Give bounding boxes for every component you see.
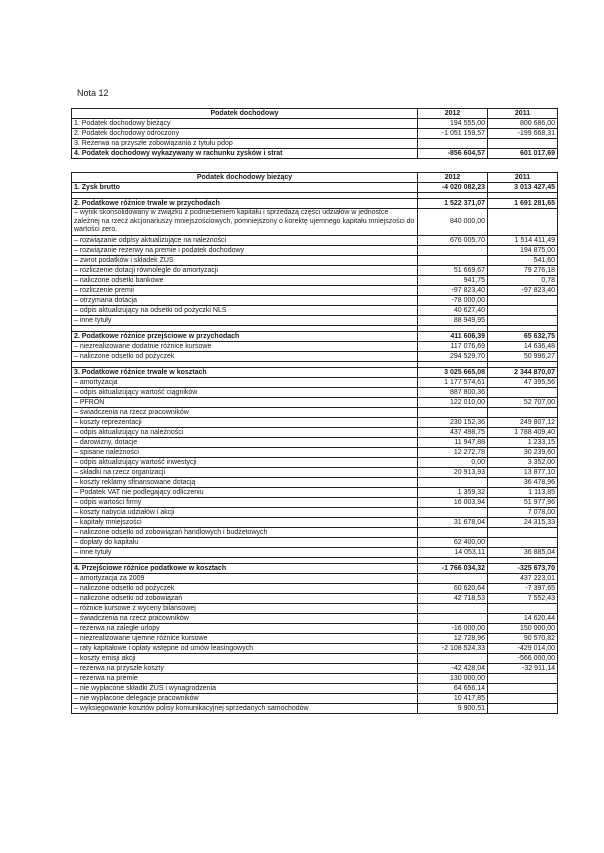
row-label: – odpis aktualizujący na odsetki od pożyczki NLS (72, 305, 418, 315)
value-2012 (418, 613, 488, 623)
value-2012 (418, 407, 488, 417)
value-2012: 42 718,53 (418, 593, 488, 603)
table-row (72, 583, 558, 593)
value-2012: -16 000,00 (418, 623, 488, 633)
value-2012 (418, 573, 488, 583)
table-row (72, 331, 558, 341)
table-row (72, 275, 558, 285)
value-2011 (488, 139, 558, 149)
value-2011: 24 315,33 (488, 517, 558, 527)
value-2012: 12 272,78 (418, 447, 488, 457)
value-2011: 30 239,60 (488, 447, 558, 457)
value-2011: 36 885,04 (488, 547, 558, 557)
row-label: – rozliczenie dotacji równolegle do amortyzacji (72, 265, 418, 275)
value-2011 (488, 527, 558, 537)
value-2012 (418, 653, 488, 663)
value-2011: 3 352,00 (488, 457, 558, 467)
value-2011: 36 478,96 (488, 477, 558, 487)
value-2012 (418, 255, 488, 265)
row-label: – wyksięgowanie kosztów polisy komunikacyjnej sprzedanych samochodów (72, 703, 418, 713)
table-row (72, 129, 558, 139)
row-label: – naliczone odsetki od pożyczek (72, 351, 418, 361)
value-2012: 194 555,00 (418, 119, 488, 129)
row-label: – nie wypłacone składki ZUS i wynagrodzenia (72, 683, 418, 693)
value-2012: 122 010,00 (418, 397, 488, 407)
value-2012: 31 678,04 (418, 517, 488, 527)
table-row (72, 563, 558, 573)
value-2012: 3 025 665,08 (418, 367, 488, 377)
value-2012: 941,75 (418, 275, 488, 285)
table-row (72, 367, 558, 377)
value-2011 (488, 209, 558, 236)
value-2012: 294 529,70 (418, 351, 488, 361)
value-2012: 11 947,88 (418, 437, 488, 447)
value-2011: 1 113,85 (488, 487, 558, 497)
value-2011: 14 636,48 (488, 341, 558, 351)
row-label: – spisane należności (72, 447, 418, 457)
value-2011: 51 977,96 (488, 497, 558, 507)
value-2011: 1 788 409,40 (488, 427, 558, 437)
table-row (72, 315, 558, 325)
value-2012: -97 823,40 (418, 285, 488, 295)
table-row (72, 633, 558, 643)
table-row (72, 377, 558, 387)
value-2011: 0,78 (488, 275, 558, 285)
value-2012: 51 669,67 (418, 265, 488, 275)
row-label: 4. Przejściowe różnice podatkowe w kosztach (72, 563, 418, 573)
value-2012: 14 053,11 (418, 547, 488, 557)
table-row (72, 653, 558, 663)
table-row (72, 497, 558, 507)
table-row (72, 305, 558, 315)
table-row (72, 643, 558, 653)
value-2012: 20 913,93 (418, 467, 488, 477)
value-2011: 1 691 281,65 (488, 199, 558, 209)
table-header-row (72, 173, 558, 183)
value-2012: 840 000,00 (418, 209, 488, 236)
row-label: 2. Podatkowe różnice przejściowe w przychodach (72, 331, 418, 341)
table-row (72, 341, 558, 351)
row-label: – zwrot podatków i składek ZUS (72, 255, 418, 265)
row-label: – koszty reprezentacji (72, 417, 418, 427)
value-2012: -42 428,04 (418, 663, 488, 673)
row-label: – odpis aktualizujący wartość inwestycji (72, 457, 418, 467)
value-2011 (488, 387, 558, 397)
table-header-row (72, 109, 558, 119)
header-year-2012: 2012 (418, 109, 488, 119)
value-2011: -97 823,40 (488, 285, 558, 295)
row-label: – odpis wartości firmy (72, 497, 418, 507)
row-label: – koszty reklamy sfinansowane dotacją (72, 477, 418, 487)
value-2011: 2 344 870,07 (488, 367, 558, 377)
value-2012: 117 076,69 (418, 341, 488, 351)
value-2012 (418, 603, 488, 613)
value-2011: 1 233,15 (488, 437, 558, 447)
table-row (72, 407, 558, 417)
table-row (72, 199, 558, 209)
row-label: – rezerwa na przyszłe koszty (72, 663, 418, 673)
value-2011 (488, 683, 558, 693)
table-row (72, 487, 558, 497)
row-label: – inne tytuły (72, 315, 418, 325)
header-label: Podatek dochodowy bieżący (72, 173, 418, 183)
table-row (72, 285, 558, 295)
row-label: – rezerwa na premie (72, 673, 418, 683)
row-label: – naliczone odsetki od zobowiązań handlowych i budżetowych (72, 527, 418, 537)
value-2011: 79 276,18 (488, 265, 558, 275)
value-2011 (488, 315, 558, 325)
row-label: 4. Podatek dochodowy wykazywany w rachunku zysków i strat (72, 149, 418, 159)
row-label: – otrzymana dotacja (72, 295, 418, 305)
row-label: – naliczone odsetki bankowe (72, 275, 418, 285)
table-row (72, 693, 558, 703)
row-label: – raty kapitałowe i opłaty wstępne od umów leasingowych (72, 643, 418, 653)
table-row (72, 245, 558, 255)
value-2011: -566 000,00 (488, 653, 558, 663)
table-row (72, 683, 558, 693)
row-label: – odpis aktualizujący wartość ciągników (72, 387, 418, 397)
table-row (72, 457, 558, 467)
value-2011 (488, 305, 558, 315)
table-row (72, 437, 558, 447)
value-2012: 676 005,70 (418, 235, 488, 245)
value-2011: 90 570,82 (488, 633, 558, 643)
value-2011: 47 395,56 (488, 377, 558, 387)
table-row (72, 623, 558, 633)
row-label: – składki na rzecz organizacji (72, 467, 418, 477)
value-2012: 40 627,40 (418, 305, 488, 315)
value-2011 (488, 693, 558, 703)
value-2011: 3 013 427,45 (488, 183, 558, 193)
value-2011: -429 014,00 (488, 643, 558, 653)
value-2012 (418, 477, 488, 487)
value-2011 (488, 537, 558, 547)
header-label: Podatek dochodowy (72, 109, 418, 119)
table-row (72, 517, 558, 527)
value-2011: 150 000,00 (488, 623, 558, 633)
value-2011: 194 875,00 (488, 245, 558, 255)
value-2012: 130 000,00 (418, 673, 488, 683)
row-label: 1. Zysk brutto (72, 183, 418, 193)
value-2011 (488, 295, 558, 305)
value-2012: 1 522 371,07 (418, 199, 488, 209)
value-2012: 1 177 574,61 (418, 377, 488, 387)
row-label: – PFRON (72, 397, 418, 407)
table-row (72, 149, 558, 159)
value-2011: 14 620,44 (488, 613, 558, 623)
row-label: – różnice kursowe z wyceny bilansowej (72, 603, 418, 613)
row-label: – koszty emisji akcji (72, 653, 418, 663)
row-label: 2. Podatek dochodowy odroczony (72, 129, 418, 139)
row-label: 3. Rezerwa na przyszłe zobowiązania z tytułu pdop (72, 139, 418, 149)
table-row (72, 183, 558, 193)
row-label: – świadczenia na rzecz pracowników (72, 613, 418, 623)
table-row (72, 397, 558, 407)
row-label: – odpis aktualizujący na należności (72, 427, 418, 437)
table-row (72, 235, 558, 245)
row-label: – nie wypłacone delegacje pracowników (72, 693, 418, 703)
income-tax-table (71, 108, 558, 159)
value-2012 (418, 507, 488, 517)
value-2011: -325 673,70 (488, 563, 558, 573)
value-2012 (418, 139, 488, 149)
value-2011: 541,60 (488, 255, 558, 265)
value-2011: 800 686,00 (488, 119, 558, 129)
value-2012: 88 949,95 (418, 315, 488, 325)
row-label: – Podatek VAT nie podlegający odliczeniu (72, 487, 418, 497)
value-2011: 7 552,43 (488, 593, 558, 603)
row-label: – świadczenia na rzecz pracowników (72, 407, 418, 417)
row-label: – inne tytuły (72, 547, 418, 557)
row-label: – niezrealizowane ujemne różnice kursowe (72, 633, 418, 643)
table-row (72, 703, 558, 713)
value-2012: -1 766 034,32 (418, 563, 488, 573)
row-label: – rezerwa na zaległe urlopy (72, 623, 418, 633)
table-row (72, 351, 558, 361)
table-row (72, 255, 558, 265)
value-2012: 62 400,00 (418, 537, 488, 547)
row-label: – amortyzacja (72, 377, 418, 387)
value-2012: 411 606,39 (418, 331, 488, 341)
table-row (72, 417, 558, 427)
value-2011: 601 017,69 (488, 149, 558, 159)
value-2012: 437 498,75 (418, 427, 488, 437)
value-2011: 50 996,27 (488, 351, 558, 361)
row-label: – koszty nabycia udziałów i akcji (72, 507, 418, 517)
table-row (72, 673, 558, 683)
value-2011: 249 807,12 (488, 417, 558, 427)
value-2011: -32 911,14 (488, 663, 558, 673)
table-row (72, 119, 558, 129)
value-2011: 13 877,10 (488, 467, 558, 477)
value-2012: 60 620,64 (418, 583, 488, 593)
row-label: 1. Podatek dochodowy bieżący (72, 119, 418, 129)
table-row (72, 547, 558, 557)
value-2012: 16 003,94 (418, 497, 488, 507)
header-year-2012: 2012 (418, 173, 488, 183)
value-2011: 1 514 411,49 (488, 235, 558, 245)
value-2012: 12 728,96 (418, 633, 488, 643)
value-2012: 887 800,36 (418, 387, 488, 397)
row-label: – dopłaty do kapitału (72, 537, 418, 547)
value-2011 (488, 673, 558, 683)
value-2011: 7 078,00 (488, 507, 558, 517)
value-2012: 9 900,51 (418, 703, 488, 713)
value-2011: 65 632,75 (488, 331, 558, 341)
value-2011 (488, 603, 558, 613)
table-row (72, 427, 558, 437)
table-row (72, 593, 558, 603)
table-row (72, 663, 558, 673)
value-2012: -78 000,00 (418, 295, 488, 305)
value-2012: 10 417,85 (418, 693, 488, 703)
value-2012 (418, 245, 488, 255)
header-year-2011: 2011 (488, 173, 558, 183)
table-row (72, 613, 558, 623)
value-2011: 437 223,01 (488, 573, 558, 583)
table-row (72, 507, 558, 517)
value-2011 (488, 703, 558, 713)
value-2012: 0,00 (418, 457, 488, 467)
value-2012: -1 051 159,57 (418, 129, 488, 139)
table-row (72, 603, 558, 613)
row-label: 2. Podatkowe różnice trwałe w przychodach (72, 199, 418, 209)
table-row (72, 527, 558, 537)
table-row (72, 265, 558, 275)
row-label: – kapitały mniejszości (72, 517, 418, 527)
value-2012: -2 108 524,33 (418, 643, 488, 653)
value-2012: 64 656,14 (418, 683, 488, 693)
table-row (72, 387, 558, 397)
value-2012: -4 020 082,23 (418, 183, 488, 193)
row-label: – amortyzacja za 2009 (72, 573, 418, 583)
row-label: – niezrealizowane dodatnie różnice kursowe (72, 341, 418, 351)
row-label: – wynik skonsolidowany w związku z podnieśieniem kapitału i sprzedażą części udziałów w jednostce zależnej na rzecz akcjonariuszy mniejszościowych, pomniejszony o korektę ujemnego kapitału mniejszości do wartości zero. (72, 209, 418, 236)
table-row (72, 467, 558, 477)
row-label: – rozliczenie premii (72, 285, 418, 295)
row-label: – rozwiązanie rezerwy na premie i podatek dochodowy (72, 245, 418, 255)
row-label: – naliczone odsetki od pożyczek (72, 583, 418, 593)
value-2011: -199 668,31 (488, 129, 558, 139)
row-label: – rozwiązanie odpisy aktualizujące na należności (72, 235, 418, 245)
value-2011: -7 397,65 (488, 583, 558, 593)
value-2012: 1 359,32 (418, 487, 488, 497)
value-2011: 52 707,00 (488, 397, 558, 407)
table-row (72, 209, 558, 236)
table-row (72, 537, 558, 547)
value-2012 (418, 527, 488, 537)
row-label: – naliczone odsetki od zobowiązań (72, 593, 418, 603)
header-year-2011: 2011 (488, 109, 558, 119)
row-label: 3. Podatkowe różnice trwałe w kosztach (72, 367, 418, 377)
table-row (72, 447, 558, 457)
note-title: Nota 12 (77, 88, 109, 98)
table-row (72, 477, 558, 487)
value-2011 (488, 407, 558, 417)
row-label: – darowizny, dotacje (72, 437, 418, 447)
value-2012: 230 152,36 (418, 417, 488, 427)
table-row (72, 573, 558, 583)
table-row (72, 139, 558, 149)
current-income-tax-table (71, 172, 558, 714)
value-2012: -856 604,57 (418, 149, 488, 159)
table-row (72, 295, 558, 305)
